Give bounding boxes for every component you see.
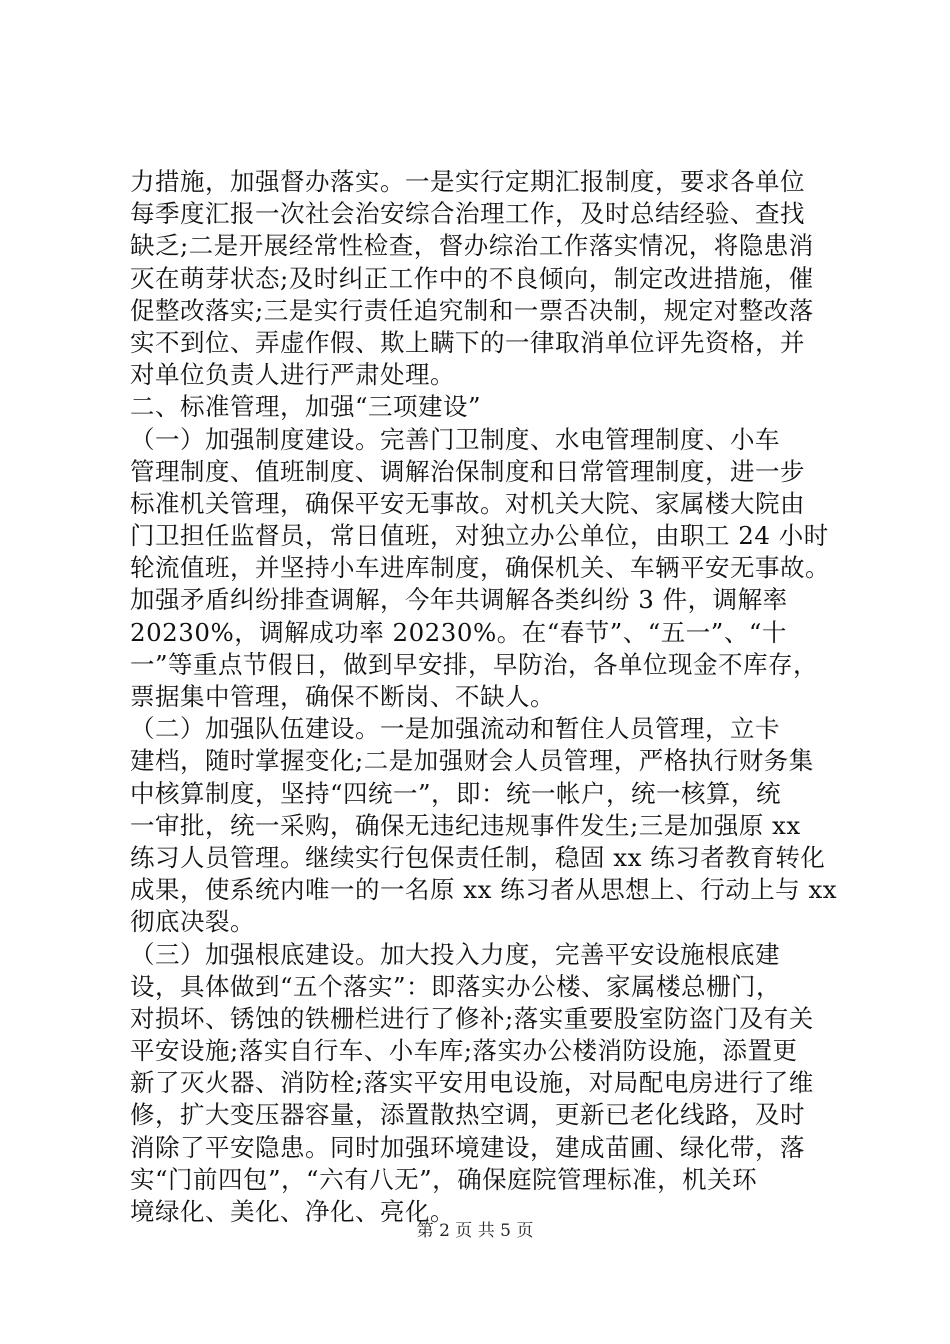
text-line: 建档，随时掌握变化;二是加强财会人员管理，严格执行财务集 (130, 746, 814, 776)
text-line: 中核算制度，坚持“四统一”，即：统一帐户，统一核算，统 (130, 778, 782, 808)
text-line: 每季度汇报一次社会治安综合治理工作，及时总结经验、查找 (130, 199, 805, 229)
text-line: 修，扩大变压器容量，添置散热空调，更新已老化线路，及时 (130, 1100, 805, 1130)
text-line: 对单位负责人进行严肃处理。 (130, 360, 455, 390)
text-line: （二）加强队伍建设。一是加强流动和暂住人员管理，立卡 (130, 714, 780, 744)
text-line: 实“门前四包”，“六有八无”，确保庭院管理标准，机关环 (130, 1164, 758, 1194)
text-line: 新了灭火器、消防栓;落实平安用电设施，对局配电房进行了维 (130, 1068, 814, 1098)
text-line: 消除了平安隐患。同时加强环境建设，建成苗圃、绿化带，落 (130, 1132, 805, 1162)
text-line: 轮流值班，并坚持小车进库制度，确保机关、车辆平安无事故。 (130, 553, 830, 583)
text-line: 标准机关管理，确保平安无事故。对机关大院、家属楼大院由 (130, 488, 805, 518)
text-line: 实不到位、弄虚作假、欺上瞒下的一律取消单位评先资格，并 (130, 327, 805, 357)
text-line: 促整改落实;三是实行责任追究制和一票否决制，规定对整改落 (130, 295, 814, 325)
text-line: （三）加强根底建设。加大投入力度，完善平安设施根底建 (130, 939, 780, 969)
text-line: 门卫担任监督员，常日值班，对独立办公单位，由职工 24 小时 (130, 521, 829, 551)
page-footer: 第 2 页 共 5 页 (416, 1221, 534, 1241)
text-line: 对损坏、锈蚀的铁栅栏进行了修补;落实重要股室防盗门及有关 (130, 1003, 814, 1033)
text-line: （一）加强制度建设。完善门卫制度、水电管理制度、小车 (130, 424, 780, 454)
text-line: 一审批，统一采购，确保无违纪违规事件发生;三是加强原 xx (130, 810, 801, 840)
text-line: 练习人员管理。继续实行包保责任制，稳固 xx 练习者教育转化 (130, 842, 826, 872)
text-line: 一”等重点节假日，做到早安排，早防治，各单位现金不库存， (130, 649, 819, 679)
text-line: 管理制度、值班制度、调解治保制度和日常管理制度，进一步 (130, 456, 805, 486)
text-line: 加强矛盾纠纷排查调解，今年共调解各类纠纷 3 件，调解率 (130, 585, 788, 615)
text-line: 境绿化、美化、净化、亮化。 (130, 1197, 455, 1226)
text-line: 成果，使系统内唯一的一名原 xx 练习者从思想上、行动上与 xx (130, 875, 838, 905)
text-line: 二、标准管理，加强“三项建设” (130, 392, 482, 422)
text-line: 票据集中管理，确保不断岗、不缺人。 (130, 682, 555, 711)
text-line: 设，具体做到“五个落实”：即落实办公楼、家属楼总栅门， (130, 971, 782, 1001)
text-line: 缺乏;二是开展经常性检查，督办综治工作落实情况，将隐患消 (130, 231, 814, 261)
document-body (130, 166, 838, 1228)
text-line: 力措施，加强督办落实。一是实行定期汇报制度，要求各单位 (130, 167, 805, 196)
text-line: 20230%，调解成功率 20230%。在“春节”、“五一”、“十 (130, 617, 787, 647)
text-line: 灭在萌芽状态;及时纠正工作中的不良倾向，制定改进措施，催 (130, 263, 814, 293)
text-line: 彻底决裂。 (130, 907, 255, 937)
text-line: 平安设施;落实自行车、小车库;落实办公楼消防设施，添置更 (130, 1036, 798, 1066)
